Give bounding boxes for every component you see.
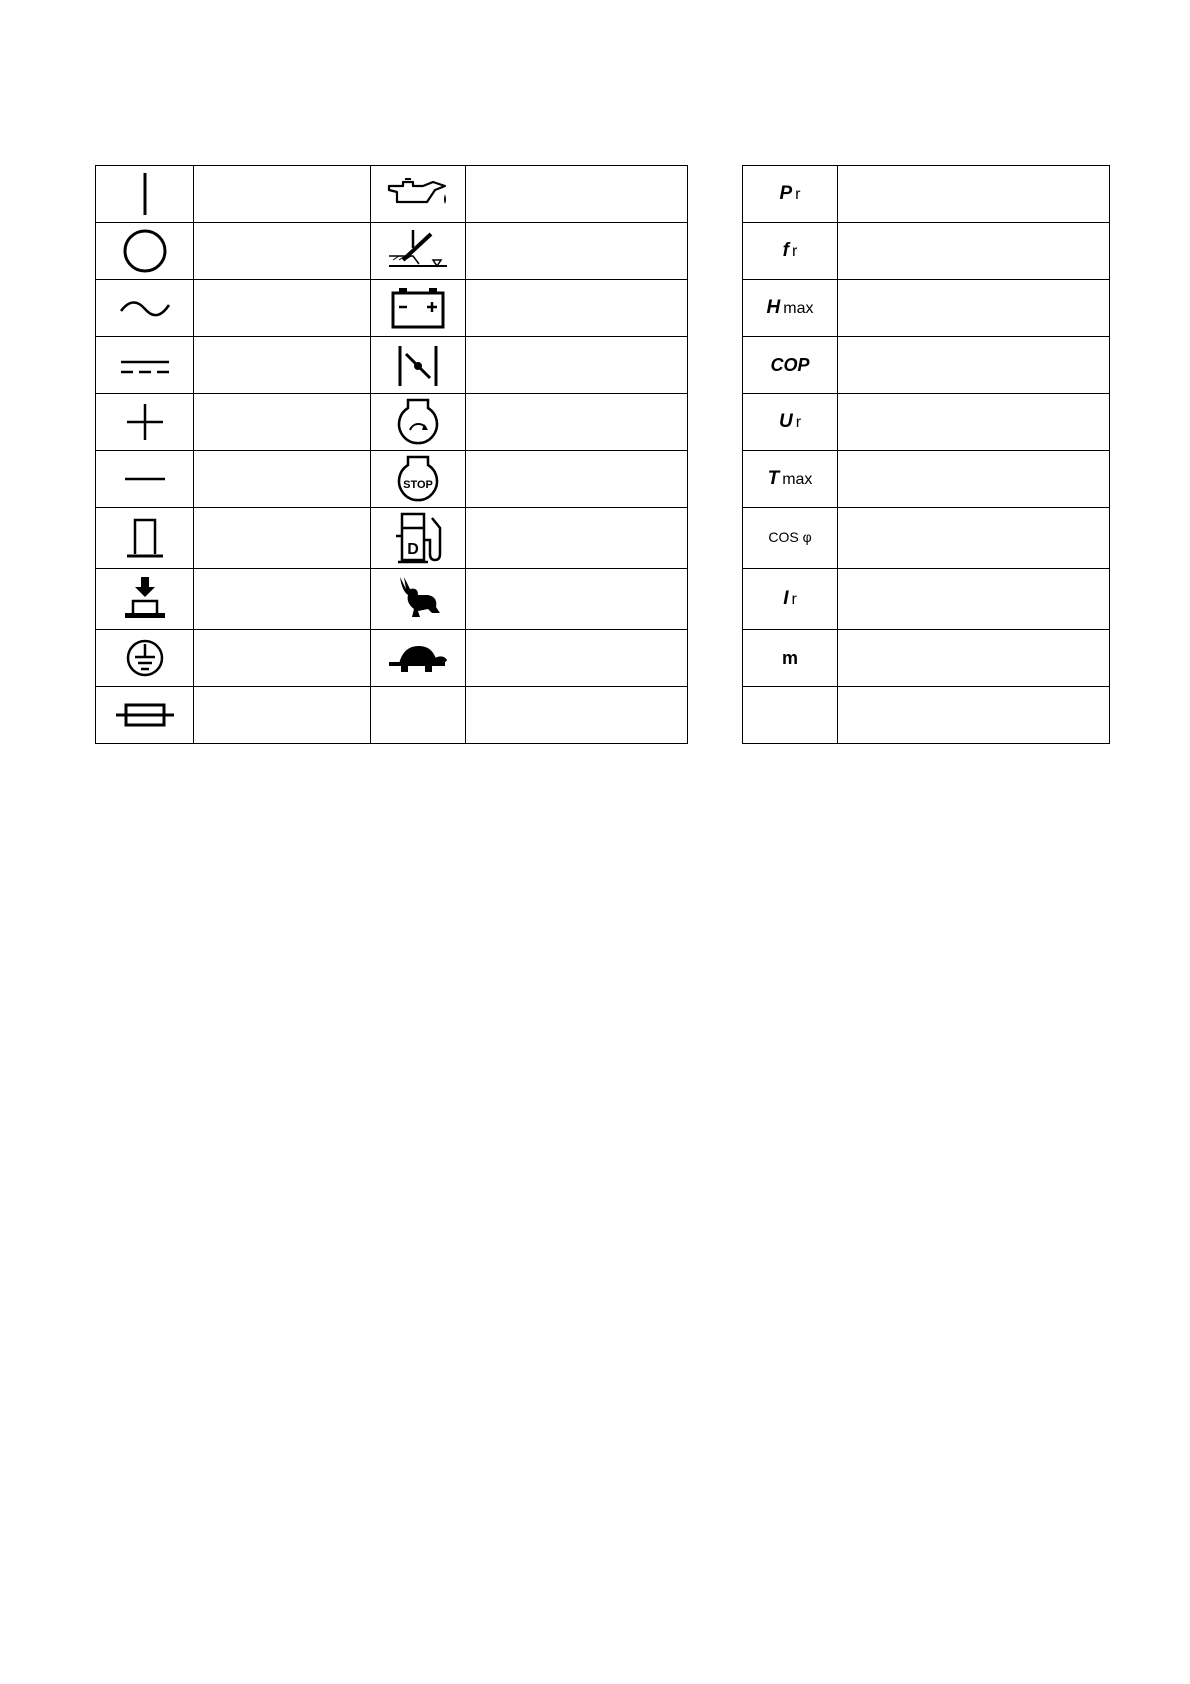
- table-row: [96, 394, 688, 451]
- fuse-icon: [112, 690, 178, 740]
- description-cell: [194, 451, 371, 508]
- earth-ground-cell: [96, 630, 194, 687]
- oil-level-cell: [371, 166, 466, 223]
- description-cell: [466, 451, 688, 508]
- alternating-current-cell: [96, 280, 194, 337]
- table-row: [743, 687, 1110, 744]
- abbreviation-cell: [743, 280, 838, 337]
- description-cell: [838, 166, 1110, 223]
- abbreviation: f r: [782, 240, 798, 261]
- alternating-current-icon: [115, 283, 175, 333]
- description-cell: [194, 337, 371, 394]
- abbreviation-cell: [743, 223, 838, 280]
- abbreviation-cell: [743, 451, 838, 508]
- oil-level-check-cell: [371, 223, 466, 280]
- abbreviation-cell: [743, 337, 838, 394]
- description-cell: [838, 508, 1110, 569]
- description-cell: [838, 337, 1110, 394]
- description-cell: [466, 394, 688, 451]
- abbreviation: H max: [766, 297, 814, 318]
- description-cell: [466, 337, 688, 394]
- choke-cell: [371, 337, 466, 394]
- description-cell: [194, 166, 371, 223]
- abbreviation: I r: [783, 588, 797, 609]
- description-cell: [466, 687, 688, 744]
- slow-turtle-cell: [371, 630, 466, 687]
- direct-current-icon: [115, 340, 175, 390]
- reset-button-cell: [96, 508, 194, 569]
- reset-button-icon: [115, 512, 175, 564]
- table-row: [96, 687, 688, 744]
- description-cell: [466, 569, 688, 630]
- table-row: [743, 569, 1110, 630]
- description-cell: [194, 569, 371, 630]
- abbreviation-cell: [743, 394, 838, 451]
- table-row: [96, 569, 688, 630]
- abbreviation: P r: [779, 183, 801, 204]
- description-cell: [466, 166, 688, 223]
- description-cell: [466, 630, 688, 687]
- table-row: [96, 451, 688, 508]
- description-cell: [838, 394, 1110, 451]
- svg-text:D: D: [407, 541, 419, 558]
- description-cell: [466, 223, 688, 280]
- table-row: [743, 508, 1110, 569]
- abbreviation-cell: [743, 687, 838, 744]
- switch-on-icon: [115, 169, 175, 219]
- abbreviations-table: [742, 165, 1110, 744]
- direct-current-cell: [96, 337, 194, 394]
- table-row: [743, 451, 1110, 508]
- description-cell: [194, 223, 371, 280]
- fast-rabbit-cell: [371, 569, 466, 630]
- table-row: [96, 508, 688, 569]
- slow-turtle-icon: [385, 638, 451, 678]
- diesel-fuel-cell: [371, 508, 466, 569]
- battery-cell: [371, 280, 466, 337]
- description-cell: [466, 280, 688, 337]
- battery-icon: [385, 283, 451, 333]
- table-row: [96, 223, 688, 280]
- choke-icon: [388, 340, 448, 390]
- description-cell: [194, 394, 371, 451]
- table-row: [96, 166, 688, 223]
- abbreviation: T max: [767, 468, 813, 489]
- abbreviation-cell: [743, 569, 838, 630]
- table-row: [743, 280, 1110, 337]
- earth-ground-icon: [115, 633, 175, 683]
- description-cell: [194, 630, 371, 687]
- abbreviation-cell: [743, 630, 838, 687]
- oil-level-check-icon: [383, 226, 453, 276]
- abbreviation-cell: [743, 508, 838, 569]
- table-row: [743, 394, 1110, 451]
- minus-cell: [96, 451, 194, 508]
- description-cell: [466, 508, 688, 569]
- description-cell: [838, 569, 1110, 630]
- table-row: [743, 223, 1110, 280]
- abbreviation: m: [781, 647, 798, 668]
- abbreviation: COP: [770, 354, 810, 375]
- symbols-table: [95, 165, 688, 744]
- empty-cell: [371, 687, 466, 744]
- description-cell: [838, 280, 1110, 337]
- table-row: [96, 280, 688, 337]
- push-button-cell: [96, 569, 194, 630]
- abbreviation-cell: [743, 166, 838, 223]
- engine-start-cell: [371, 394, 466, 451]
- table-row: [96, 630, 688, 687]
- plus-cell: [96, 394, 194, 451]
- switch-off-cell: [96, 223, 194, 280]
- abbreviation: U r: [778, 411, 802, 432]
- description-cell: [194, 508, 371, 569]
- table-row: [743, 630, 1110, 687]
- table-row: [743, 166, 1110, 223]
- diesel-fuel-icon: [388, 510, 448, 566]
- table-row: [96, 337, 688, 394]
- engine-start-icon: [388, 396, 448, 448]
- minus-icon: [115, 454, 175, 504]
- push-button-icon: [115, 573, 175, 625]
- fast-rabbit-icon: [388, 573, 448, 625]
- engine-stop-icon: [388, 453, 448, 505]
- description-cell: [838, 687, 1110, 744]
- switch-on-cell: [96, 166, 194, 223]
- description-cell: [838, 630, 1110, 687]
- fuse-cell: [96, 687, 194, 744]
- oil-level-icon: [383, 172, 453, 216]
- description-cell: [194, 280, 371, 337]
- table-row: [743, 337, 1110, 394]
- switch-off-icon: [115, 226, 175, 276]
- svg-text:STOP: STOP: [403, 479, 433, 491]
- description-cell: [838, 223, 1110, 280]
- plus-icon: [115, 397, 175, 447]
- description-cell: [838, 451, 1110, 508]
- engine-stop-cell: [371, 451, 466, 508]
- description-cell: [194, 687, 371, 744]
- abbreviation: COS φ: [768, 529, 812, 545]
